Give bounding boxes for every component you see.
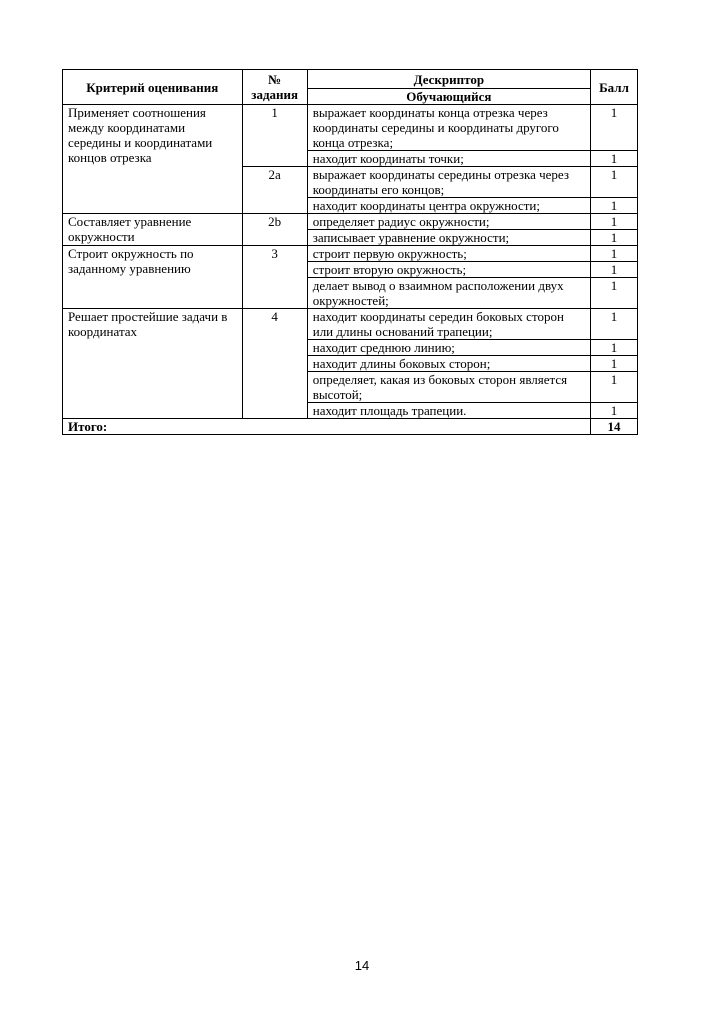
header-task-number-line1: № — [268, 72, 282, 87]
descriptor-cell: находит среднюю линию; — [307, 340, 590, 356]
task-number-cell: 2b — [242, 214, 307, 246]
total-value: 14 — [590, 419, 637, 435]
criterion-cell: Применяет соотношения между координатами середины и координатами концов отрезка — [63, 105, 243, 214]
descriptor-cell: находит площадь трапеции. — [307, 403, 590, 419]
points-cell: 1 — [590, 230, 637, 246]
page-number: 14 — [354, 958, 370, 973]
descriptor-cell: находит координаты центра окружности; — [307, 198, 590, 214]
table-row — [63, 105, 638, 151]
descriptor-cell: определяет радиус окружности; — [307, 214, 590, 230]
descriptor-cell: строит первую окружность; — [307, 246, 590, 262]
points-cell: 1 — [590, 105, 637, 151]
total-label: Итого: — [63, 419, 591, 435]
criterion-cell: Решает простейшие задачи в координатах — [63, 309, 243, 419]
descriptor-cell: находит длины боковых сторон; — [307, 356, 590, 372]
header-task-number-line2: задания — [251, 87, 299, 102]
table-row — [63, 309, 638, 340]
points-cell: 1 — [590, 151, 637, 167]
points-cell: 1 — [590, 356, 637, 372]
descriptor-cell: выражает координаты конца отрезка через координаты середины и координаты другого конца отрезка; — [307, 105, 590, 151]
task-number-cell: 2a — [242, 167, 307, 214]
table-row — [63, 246, 638, 262]
points-cell: 1 — [590, 167, 637, 198]
points-cell: 1 — [590, 309, 637, 340]
descriptor-cell: записывает уравнение окружности; — [307, 230, 590, 246]
descriptor-cell: определяет, какая из боковых сторон является высотой; — [307, 372, 590, 403]
criterion-cell: Строит окружность по заданному уравнению — [63, 246, 243, 309]
table-body — [63, 105, 638, 419]
points-cell: 1 — [590, 246, 637, 262]
points-cell: 1 — [590, 372, 637, 403]
task-number-cell: 3 — [242, 246, 307, 309]
task-number-cell: 4 — [242, 309, 307, 419]
assessment-table — [62, 69, 638, 435]
points-cell: 1 — [590, 198, 637, 214]
descriptor-cell: находит координаты точки; — [307, 151, 590, 167]
points-cell: 1 — [590, 214, 637, 230]
header-descriptor-sub: Обучающийся — [307, 89, 590, 105]
header-points: Балл — [590, 70, 637, 105]
criterion-cell: Составляет уравнение окружности — [63, 214, 243, 246]
points-cell: 1 — [590, 403, 637, 419]
points-cell: 1 — [590, 262, 637, 278]
header-criterion: Критерий оценивания — [63, 70, 243, 105]
table-row — [63, 214, 638, 230]
task-number-cell: 1 — [242, 105, 307, 167]
descriptor-cell: находит координаты середин боковых сторон или длины оснований трапеции; — [307, 309, 590, 340]
points-cell: 1 — [590, 340, 637, 356]
descriptor-cell: выражает координаты середины отрезка через координаты его концов; — [307, 167, 590, 198]
descriptor-cell: строит вторую окружность; — [307, 262, 590, 278]
points-cell: 1 — [590, 278, 637, 309]
header-task-number — [242, 70, 307, 105]
descriptor-cell: делает вывод о взаимном расположении двух окружностей; — [307, 278, 590, 309]
header-descriptor: Дескриптор — [307, 70, 590, 89]
